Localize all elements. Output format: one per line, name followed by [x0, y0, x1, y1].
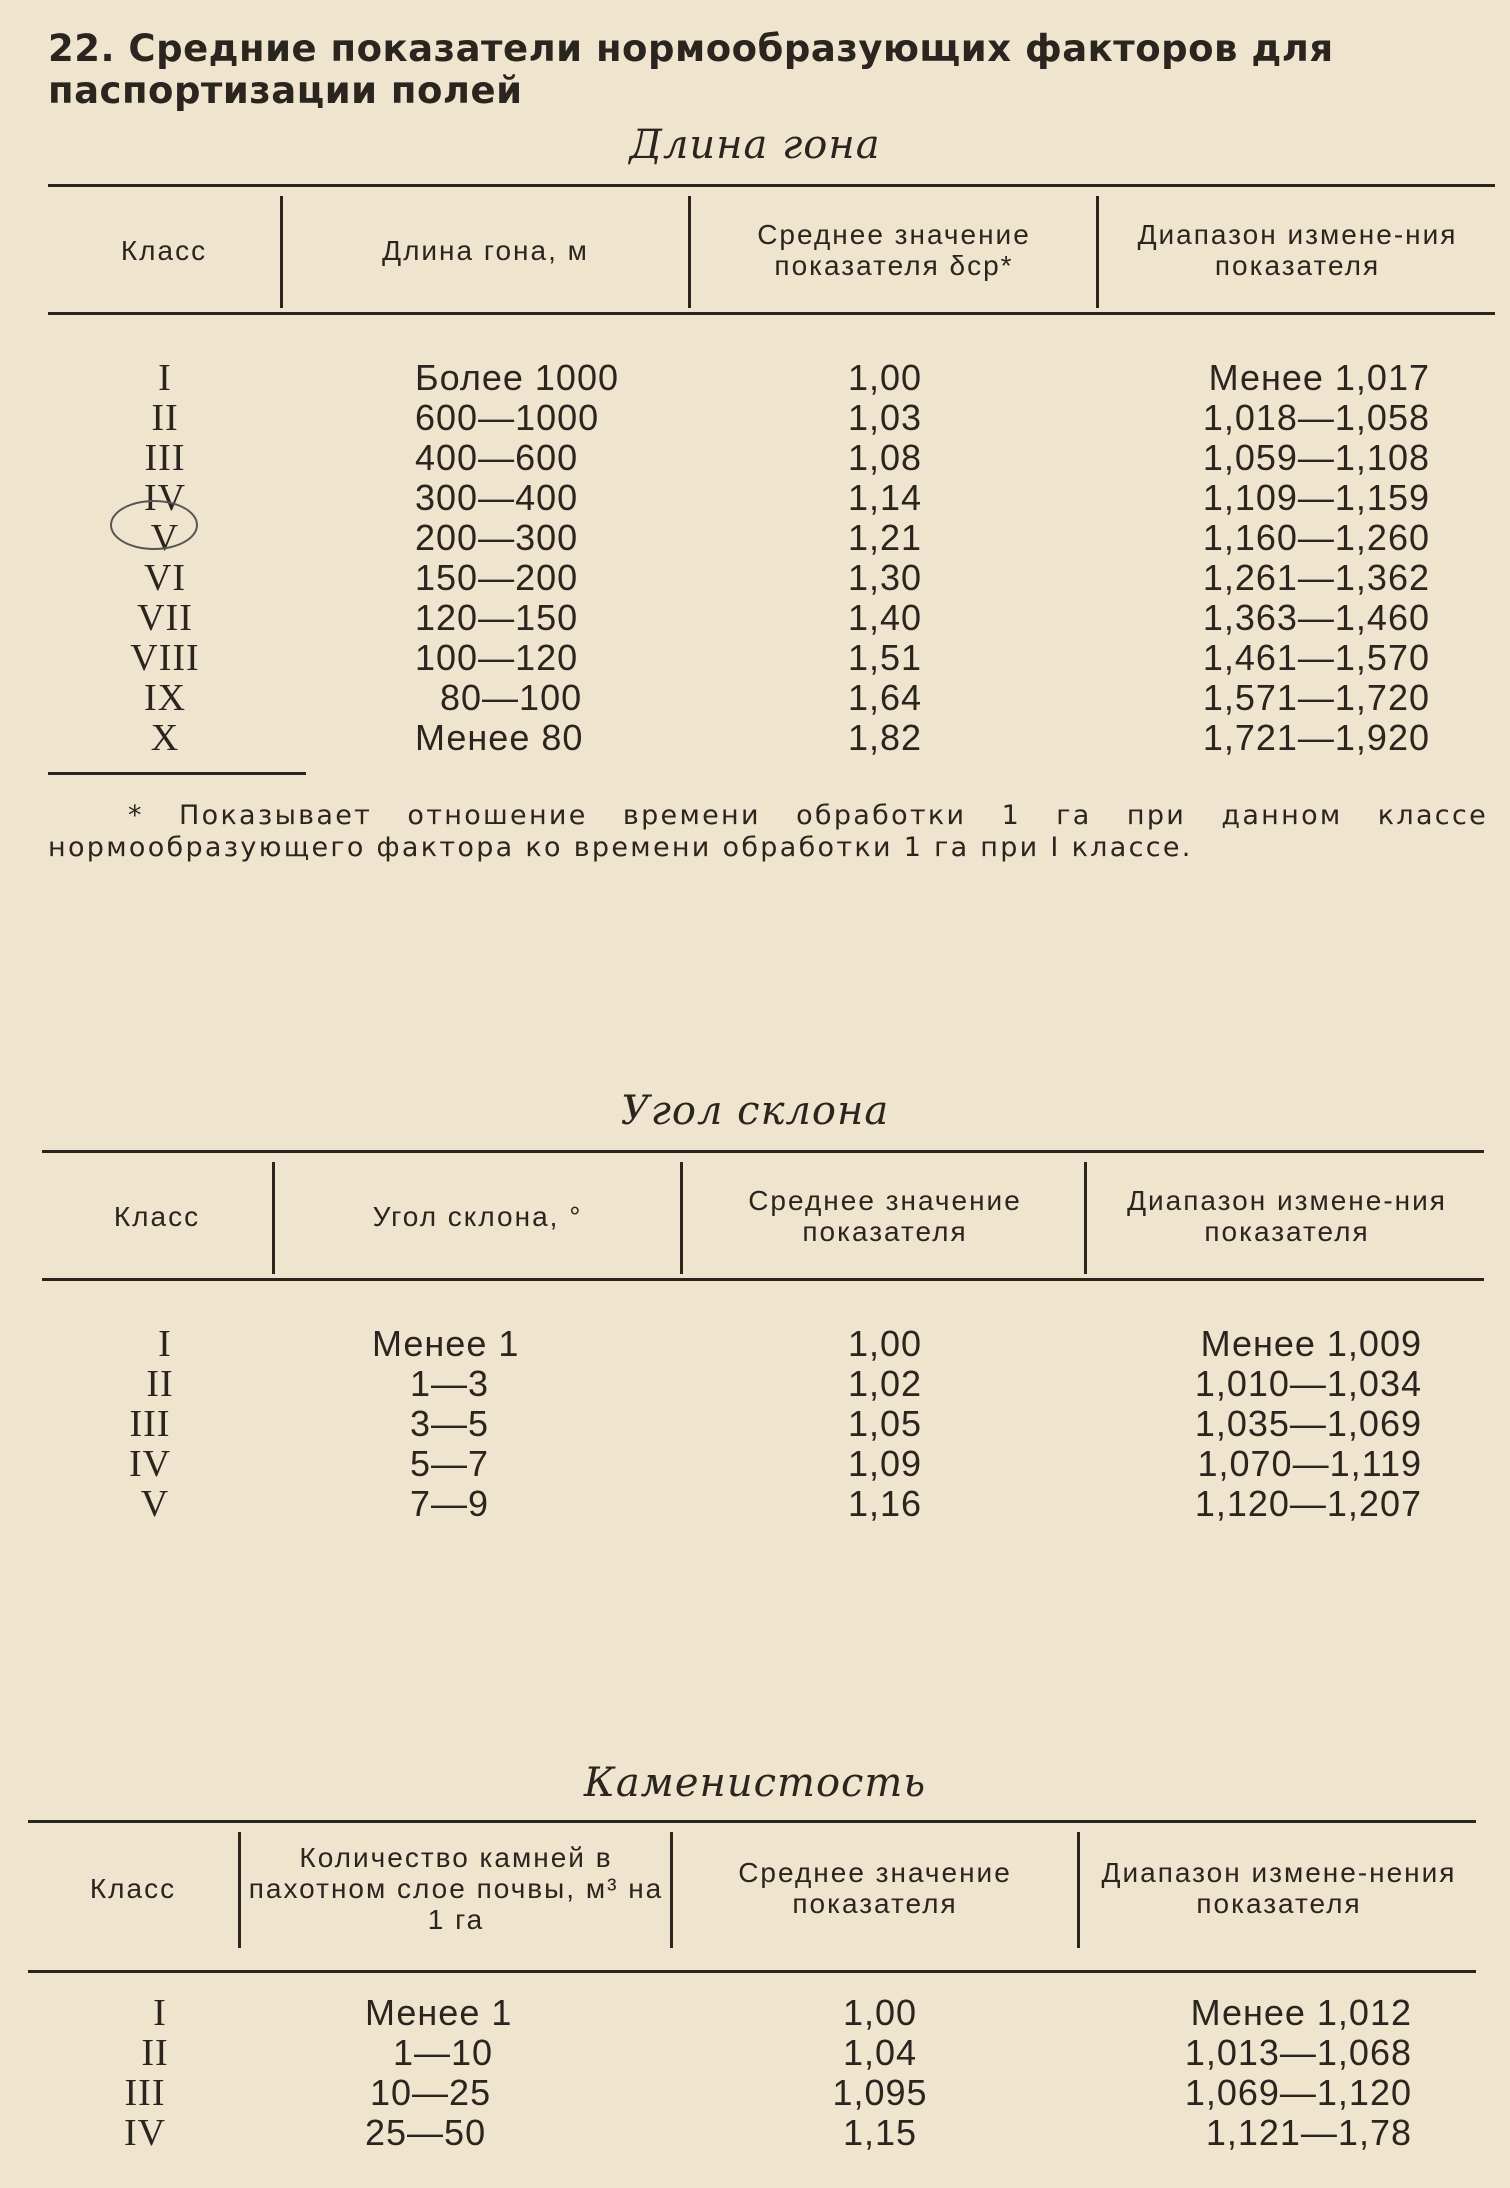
mean-cell: 1,14: [847, 477, 923, 518]
table-length-header-length: Длина гона, м: [382, 234, 589, 266]
mean-cell: 1,64: [847, 677, 923, 718]
length-cell: 400—600: [415, 437, 579, 478]
mean-cell: 1,51: [847, 637, 923, 678]
length-cell: 600—1000: [415, 397, 600, 438]
table-slope-header-range: Диапазон измене-ния показателя: [1127, 1185, 1447, 1247]
table-stones-header-mean: Среднее значение показателя: [738, 1857, 1012, 1919]
angle-cell: 7—9: [410, 1483, 490, 1524]
mean-cell: 1,00: [842, 1992, 918, 2033]
table-slope-title: Угол склона: [620, 1088, 890, 1134]
class-cell: IX: [143, 677, 187, 719]
table-length-top-rule: [48, 184, 1495, 187]
range-cell: Менее 1,009: [1200, 1323, 1422, 1364]
angle-cell: 3—5: [410, 1403, 490, 1444]
table-stones-header-divider: [238, 1832, 241, 1948]
angle-cell: Менее 1: [372, 1323, 520, 1364]
range-cell: 1,461—1,570: [1202, 637, 1430, 678]
class-cell: I: [158, 357, 172, 399]
footnote-text: * Показывает отношение времени обработки 1 га при данном классе нормообразующего фактора ко времени обработки 1 га при I классе.: [48, 800, 1488, 863]
table-length-header-divider: [688, 196, 691, 308]
range-cell: 1,010—1,034: [1194, 1363, 1422, 1404]
range-cell: 1,069—1,120: [1184, 2072, 1412, 2113]
document-heading: 22. Средние показатели нормообразующих факторов для паспортизации полей: [48, 27, 1334, 112]
range-cell: 1,018—1,058: [1202, 397, 1430, 438]
mean-cell: 1,21: [847, 517, 923, 558]
table-stones-header-amount: Количество камней в пахотном слое почвы, м³ на 1 га: [248, 1841, 664, 1935]
range-cell: 1,160—1,260: [1202, 517, 1430, 558]
length-cell: 120—150: [415, 597, 579, 638]
table-slope-header-rule: [42, 1278, 1484, 1281]
class-cell: V: [150, 517, 180, 559]
table-stones-header-range: Диапазон измене-нения показателя: [1101, 1857, 1457, 1919]
table-slope-top-rule: [42, 1150, 1484, 1153]
table-slope-header-class: Класс: [113, 1200, 201, 1232]
length-cell: 200—300: [415, 517, 579, 558]
table-stones-top-rule: [28, 1820, 1476, 1823]
table-length-header-rule: [48, 312, 1495, 315]
length-cell: Менее 80: [415, 717, 584, 758]
table-length-header-range: Диапазон измене-ния показателя: [1137, 219, 1458, 281]
table-length-title: Длина гона: [629, 122, 881, 168]
range-cell: 1,109—1,159: [1202, 477, 1430, 518]
class-cell: II: [151, 397, 179, 439]
amount-cell: 25—50: [365, 2112, 487, 2153]
handwritten-circle-mark: [110, 500, 198, 550]
range-cell: 1,261—1,362: [1202, 557, 1430, 598]
range-cell: 1,721—1,920: [1202, 717, 1430, 758]
range-cell: 1,013—1,068: [1184, 2032, 1412, 2073]
class-cell: I: [153, 1992, 167, 2034]
length-cell: 80—100: [440, 677, 583, 718]
mean-cell: 1,16: [847, 1483, 923, 1524]
mean-cell: 1,05: [847, 1403, 923, 1444]
mean-cell: 1,09: [847, 1443, 923, 1484]
footnote-rule: [48, 772, 306, 775]
class-cell: VII: [137, 597, 193, 639]
class-cell: V: [140, 1483, 170, 1525]
angle-cell: 1—3: [410, 1363, 490, 1404]
mean-cell: 1,02: [847, 1363, 923, 1404]
table-slope-header-divider: [680, 1162, 683, 1274]
table-stones-header-rule: [28, 1970, 1476, 1973]
mean-cell: 1,08: [847, 437, 923, 478]
range-cell: 1,121—1,78: [1205, 2112, 1412, 2153]
length-cell: 150—200: [415, 557, 579, 598]
range-cell: Менее 1,012: [1190, 1992, 1412, 2033]
mean-cell: 1,82: [847, 717, 923, 758]
table-stones-header-divider: [1077, 1832, 1080, 1948]
table-slope-header-angle: Угол склона, °: [372, 1200, 583, 1232]
class-cell: X: [150, 717, 180, 759]
class-cell: III: [129, 1403, 171, 1445]
range-cell: 1,363—1,460: [1202, 597, 1430, 638]
mean-cell: 1,095: [832, 2072, 928, 2113]
table-length-header-class: Класс: [120, 234, 208, 266]
table-stones-title: Каменистость: [583, 1760, 927, 1806]
table-stones-header-divider: [670, 1832, 673, 1948]
mean-cell: 1,15: [842, 2112, 918, 2153]
range-cell: 1,070—1,119: [1197, 1443, 1422, 1484]
table-length-header-divider: [1096, 196, 1099, 308]
amount-cell: 1—10: [393, 2032, 494, 2073]
length-cell: 100—120: [415, 637, 579, 678]
range-cell: 1,035—1,069: [1194, 1403, 1422, 1444]
class-cell: VIII: [130, 637, 200, 679]
class-cell: III: [144, 437, 186, 479]
length-cell: Более 1000: [415, 357, 619, 398]
range-cell: Менее 1,017: [1208, 357, 1430, 398]
class-cell: II: [146, 1363, 174, 1405]
class-cell: II: [141, 2032, 169, 2074]
range-cell: 1,571—1,720: [1202, 677, 1430, 718]
class-cell: I: [158, 1323, 172, 1365]
angle-cell: 5—7: [410, 1443, 490, 1484]
length-cell: 300—400: [415, 477, 579, 518]
class-cell: IV: [128, 1443, 172, 1485]
mean-cell: 1,00: [847, 357, 923, 398]
class-cell: IV: [123, 2112, 167, 2154]
table-slope-header-divider: [1084, 1162, 1087, 1274]
class-cell: VI: [143, 557, 187, 599]
range-cell: 1,059—1,108: [1202, 437, 1430, 478]
table-length-header-mean: Среднее значение показателя δср*: [757, 219, 1031, 281]
class-cell: IV: [143, 477, 187, 519]
mean-cell: 1,03: [847, 397, 923, 438]
amount-cell: 10—25: [370, 2072, 492, 2113]
range-cell: 1,120—1,207: [1194, 1483, 1422, 1524]
mean-cell: 1,04: [842, 2032, 918, 2073]
amount-cell: Менее 1: [365, 1992, 513, 2033]
table-stones-header-class: Класс: [89, 1872, 177, 1904]
class-cell: III: [124, 2072, 166, 2114]
mean-cell: 1,00: [847, 1323, 923, 1364]
mean-cell: 1,30: [847, 557, 923, 598]
table-slope-header-mean: Среднее значение показателя: [748, 1185, 1022, 1247]
mean-cell: 1,40: [847, 597, 923, 638]
